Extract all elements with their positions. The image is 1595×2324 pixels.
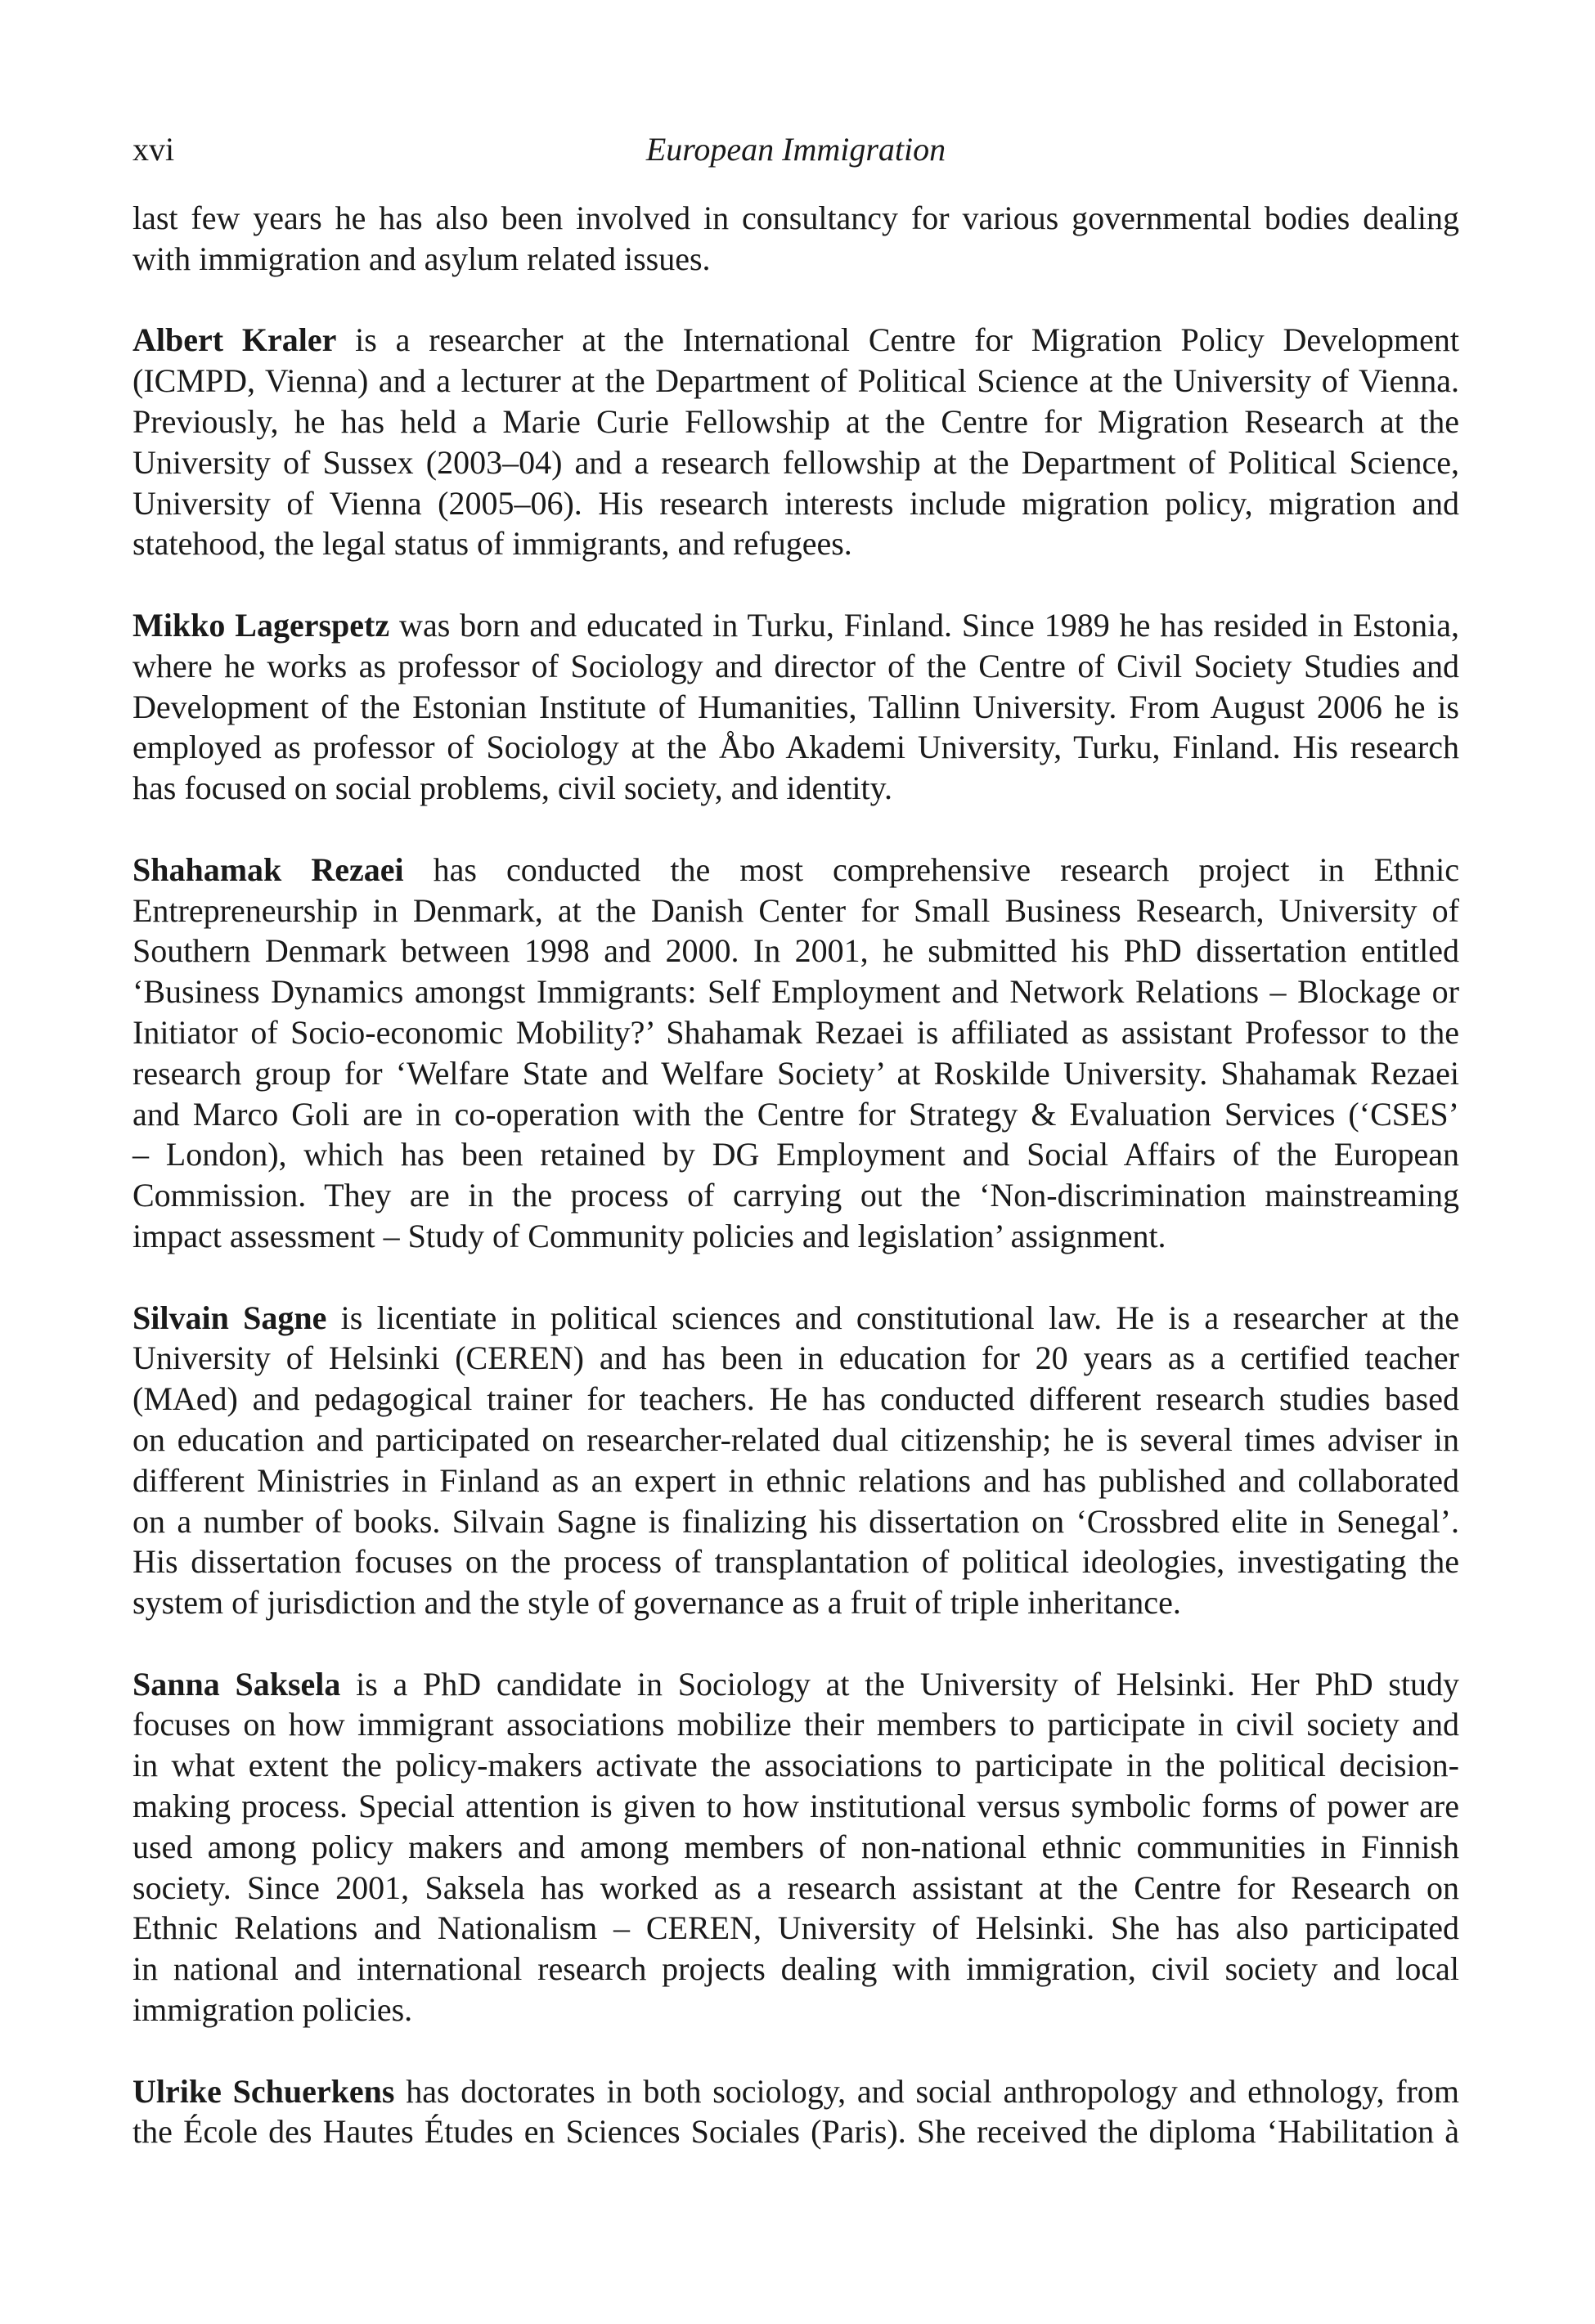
line-text: has conducted the most comprehensive research project in Ethnic: [403, 850, 1459, 888]
text-line: [133, 1094, 1459, 1135]
text-line: [133, 1827, 1459, 1868]
line-text: is a researcher at the International Centre for Migration Policy Development: [336, 321, 1460, 359]
line-content: [133, 1584, 1181, 1621]
line-text: has focused on social problems, civil society, and identity.: [133, 769, 893, 807]
line-content: [133, 1462, 1459, 1499]
line-text: has doctorates in both sociology, and social anthropology and ethnology, from: [394, 2072, 1459, 2110]
line-text: in what extent the policy-makers activate the associations to participate in the political decision-: [133, 1747, 1459, 1784]
line-content: [133, 403, 1459, 440]
line-content: [133, 1136, 1459, 1173]
text-line: [133, 1704, 1459, 1745]
line-text: – London), which has been retained by DG Employment and Social Affairs of the European: [133, 1136, 1459, 1173]
line-content: [133, 689, 1459, 725]
page-number: xvi: [133, 131, 175, 168]
line-text: Initiator of Socio-economic Mobility?’ Shahamak Rezaei is affiliated as assistant Professor to the: [133, 1013, 1459, 1051]
bio-continuation: [133, 198, 1459, 280]
text-line: [133, 1949, 1459, 1990]
line-text: employed as professor of Sociology at the Åbo Akademi University, Turku, Finland. His research: [133, 729, 1459, 766]
text-line: [133, 1541, 1459, 1582]
contributor-bio: [133, 605, 1459, 809]
line-text: immigration policies.: [133, 1991, 413, 2029]
text-line: [133, 1053, 1459, 1094]
text-line: [133, 768, 1459, 809]
line-text: is licentiate in political sciences and constitutional law. He is a researcher at the: [326, 1299, 1459, 1336]
line-content: [133, 444, 1459, 481]
contributor-name: Albert Kraler: [133, 321, 337, 359]
line-text: (ICMPD, Vienna) and a lecturer at the Department of Political Science at the University of Vienna.: [133, 362, 1459, 400]
line-content: [133, 485, 1459, 522]
text-line: [133, 931, 1459, 971]
text-line: [133, 198, 1459, 239]
line-content: [133, 1991, 412, 2028]
line-content: [133, 1055, 1459, 1092]
line-text: (MAed) and pedagogical trainer for teachers. He has conducted different research studies based: [133, 1380, 1459, 1418]
paragraph-gap: [133, 280, 1459, 321]
text-line: [133, 1175, 1459, 1216]
contributor-name: Silvain Sagne: [133, 1299, 327, 1336]
text-line: [133, 1420, 1459, 1460]
line-content: [133, 1666, 1459, 1703]
text-line: [133, 1786, 1459, 1827]
line-content: [133, 362, 1459, 399]
line-content: [133, 851, 1459, 888]
line-text: the École des Hautes Études en Sciences Sociales (Paris). She received the diploma ‘Habilitation à: [133, 2113, 1459, 2151]
contributor-bio: [133, 320, 1459, 564]
text-line: [133, 605, 1459, 646]
text-line: [133, 1338, 1459, 1379]
line-text: on a number of books. Silvain Sagne is finalizing his dissertation on ‘Crossbred elite in Senegal’.: [133, 1502, 1459, 1540]
contributor-bio: [133, 2071, 1459, 2153]
line-text: focuses on how immigrant associations mobilize their members to participate in civil society and: [133, 1706, 1459, 1743]
paragraph-gap: [133, 809, 1459, 850]
line-content: [133, 892, 1459, 929]
line-content: [133, 1299, 1459, 1336]
text-line: [133, 1012, 1459, 1053]
line-text: Southern Denmark between 1998 and 2000. In 2001, he submitted his PhD dissertation entitled: [133, 932, 1459, 970]
line-content: [133, 2073, 1459, 2110]
text-line: [133, 1216, 1459, 1257]
text-line: [133, 1868, 1459, 1909]
line-content: [133, 240, 711, 277]
text-line: [133, 850, 1459, 891]
line-content: [133, 1869, 1459, 1906]
text-line: [133, 2111, 1459, 2152]
line-content: [133, 1909, 1459, 1946]
line-text: last few years he has also been involved in consultancy for various governmental bodies dealing: [133, 200, 1459, 236]
line-content: [133, 321, 1459, 358]
text-line: [133, 483, 1459, 524]
running-header: [133, 129, 1459, 170]
line-content: [133, 1218, 1166, 1254]
line-text: is a PhD candidate in Sociology at the University of Helsinki. Her PhD study: [340, 1665, 1460, 1703]
line-text: University of Vienna (2005–06). His research interests include migration policy, migration and: [133, 484, 1459, 522]
line-content: [133, 648, 1459, 684]
line-text: was born and educated in Turku, Finland. Since 1989 he has resided in Estonia,: [389, 606, 1460, 644]
line-content: [133, 1543, 1459, 1580]
line-content: [133, 1706, 1459, 1743]
line-text: research group for ‘Welfare State and Welfare Society’ at Roskilde University. Shahamak Rezaei: [133, 1054, 1459, 1092]
line-text: in national and international research projects dealing with immigration, civil society and local: [133, 1950, 1459, 1988]
text-line: [133, 1745, 1459, 1786]
line-content: [133, 1421, 1459, 1458]
line-text: Entrepreneurship in Denmark, at the Danish Center for Small Business Research, University of: [133, 891, 1459, 929]
line-text: impact assessment – Study of Community policies and legislation’ assignment.: [133, 1217, 1166, 1254]
contributor-bio: [133, 850, 1459, 1257]
text-line: [133, 523, 1459, 564]
line-content: [133, 1339, 1459, 1376]
text-line: [133, 361, 1459, 402]
contributor-name: Ulrike Schuerkens: [133, 2072, 395, 2110]
line-text: different Ministries in Finland as an expert in ethnic relations and has published and collaborated: [133, 1461, 1459, 1499]
line-content: [133, 729, 1459, 765]
text-line: [133, 971, 1459, 1012]
line-content: [133, 1503, 1459, 1540]
line-content: [133, 1096, 1459, 1133]
line-text: ‘Business Dynamics amongst Immigrants: Self Employment and Network Relations – Blockage or: [133, 973, 1459, 1011]
text-line: [133, 1134, 1459, 1175]
line-content: [133, 1177, 1459, 1214]
line-text: Development of the Estonian Institute of Humanities, Tallinn University. From August 2006 he is: [133, 688, 1459, 725]
text-line: [133, 402, 1459, 442]
line-text: University of Helsinki (CEREN) and has been in education for 20 years as a certified teacher: [133, 1339, 1459, 1377]
contributor-name: Shahamak Rezaei: [133, 850, 404, 888]
line-text: statehood, the legal status of immigrants, and refugees.: [133, 525, 852, 563]
line-text: system of jurisdiction and the style of governance as a fruit of triple inheritance.: [133, 1584, 1181, 1622]
line-content: [133, 1380, 1459, 1417]
line-text: used among policy makers and among members of non-national ethnic communities in Finnish: [133, 1828, 1459, 1865]
text-line: [133, 1460, 1459, 1501]
text-line: [133, 687, 1459, 728]
contributor-name: Mikko Lagerspetz: [133, 606, 390, 644]
line-content: [133, 1788, 1459, 1824]
line-text: society. Since 2001, Saksela has worked as a research assistant at the Centre for Research on: [133, 1869, 1459, 1906]
text-line: [133, 727, 1459, 768]
line-content: [133, 769, 892, 806]
text-line: [133, 646, 1459, 687]
contributor-bio: [133, 1664, 1459, 2030]
paragraph-gap: [133, 1623, 1459, 1664]
text-line: [133, 1664, 1459, 1705]
line-text: on education and participated on researcher-related dual citizenship; he is several times adviser in: [133, 1420, 1459, 1458]
line-content: [133, 1014, 1459, 1051]
line-text: making process. Special attention is given to how institutional versus symbolic forms of power are: [133, 1788, 1459, 1825]
text-line: [133, 1501, 1459, 1542]
paragraph-gap: [133, 564, 1459, 605]
text-line: [133, 1298, 1459, 1339]
contributors-text: [133, 198, 1459, 2152]
text-line: [133, 2071, 1459, 2112]
line-text: Commission. They are in the process of carrying out the ‘Non-discrimination mainstreaming: [133, 1177, 1459, 1214]
line-content: [133, 607, 1459, 644]
text-line: [133, 442, 1459, 483]
line-content: [133, 1747, 1459, 1783]
running-title: European Immigration: [645, 131, 946, 168]
text-line: [133, 891, 1459, 931]
line-content: [133, 932, 1459, 969]
line-content: [133, 2113, 1459, 2150]
line-content: [133, 1950, 1459, 1987]
text-line: [133, 1990, 1459, 2030]
paragraph-gap: [133, 1257, 1459, 1298]
contributor-name: Sanna Saksela: [133, 1665, 341, 1703]
line-text: His dissertation focuses on the process of transplantation of political ideologies, investigating the: [133, 1543, 1459, 1581]
line-text: Previously, he has held a Marie Curie Fellowship at the Centre for Migration Research at the: [133, 402, 1459, 440]
contributor-bio: [133, 1298, 1459, 1623]
text-line: [133, 320, 1459, 361]
line-content: [133, 973, 1459, 1010]
line-content: [133, 1828, 1459, 1865]
line-text: and Marco Goli are in co-operation with the Centre for Strategy & Evaluation Services (‘CSES’: [133, 1095, 1459, 1133]
text-line: [133, 1582, 1459, 1623]
line-text: with immigration and asylum related issues.: [133, 240, 711, 277]
line-content: [133, 200, 1459, 236]
line-content: [133, 525, 852, 562]
line-text: University of Sussex (2003–04) and a research fellowship at the Department of Political Science,: [133, 443, 1459, 481]
text-line: [133, 1908, 1459, 1949]
line-text: where he works as professor of Sociology and director of the Centre of Civil Society Studies and: [133, 647, 1459, 684]
paragraph-gap: [133, 2030, 1459, 2071]
text-line: [133, 239, 1459, 280]
line-text: Ethnic Relations and Nationalism – CEREN, University of Helsinki. She has also participated: [133, 1909, 1459, 1947]
text-line: [133, 1379, 1459, 1420]
